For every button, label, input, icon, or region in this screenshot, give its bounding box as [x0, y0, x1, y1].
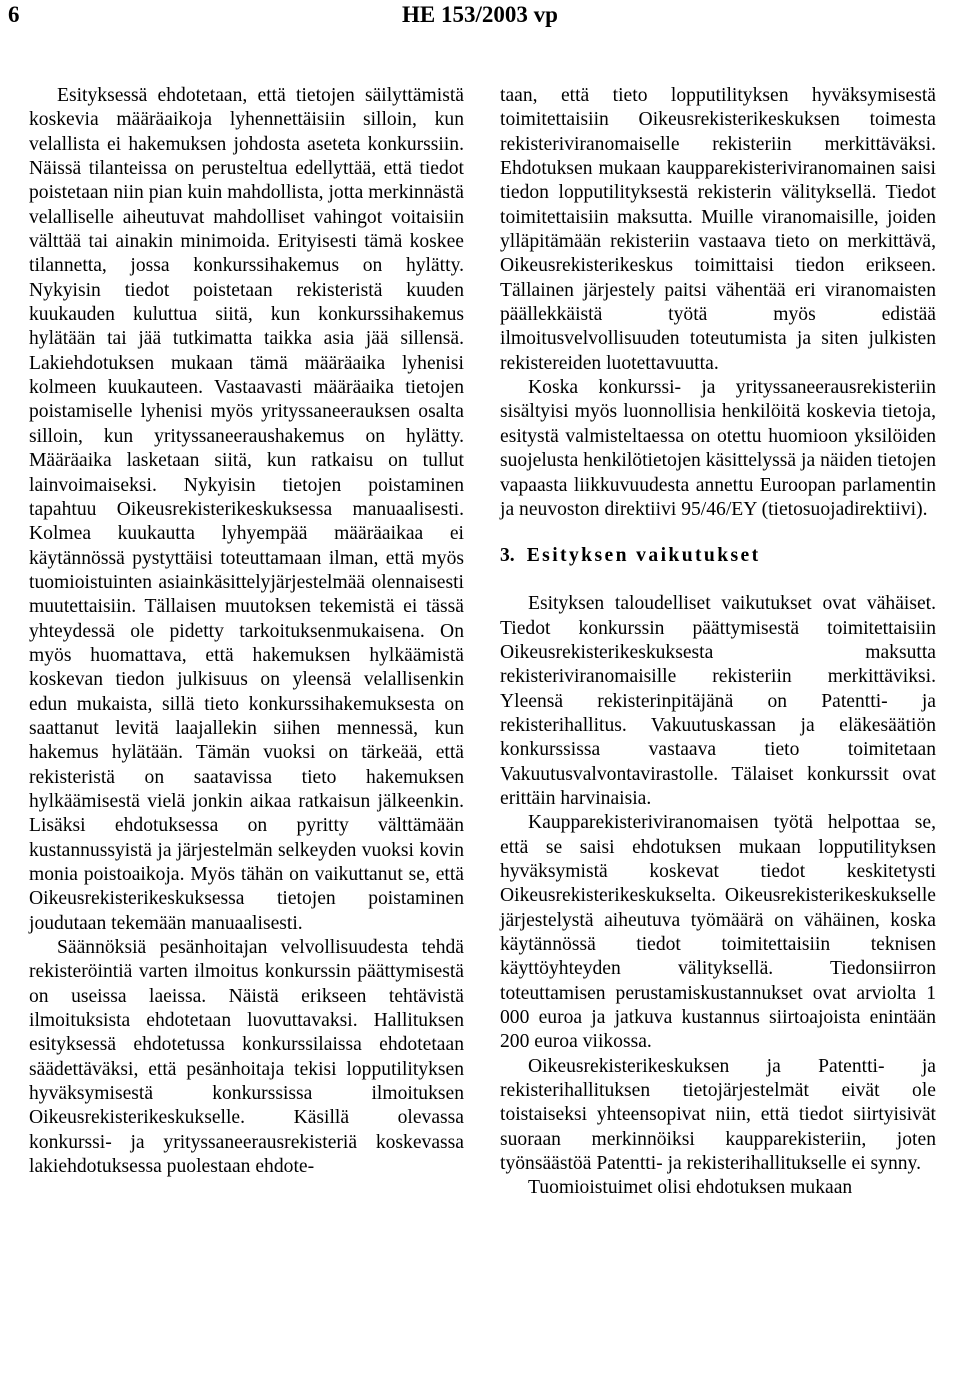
right-column	[500, 84, 936, 1201]
paragraph: Oikeusrekisterikeskuksen ja Patentti- ja rekisterihallituksen tietojärjestelmät eivät ole toistaiseksi yhteensopivat niin, että tiedot siirtyisivät suoraan merkinnöiksi kaupparekisteriin, joten työnsäästöä Patentti- ja rekisterihallitukselle ei synny.	[500, 1055, 936, 1175]
section-number: 3.	[500, 545, 515, 567]
paragraph: Esityksessä ehdotetaan, että tietojen säilyttämistä koskevia määräaikoja lyhennettäisiin silloin, kun velallista ei hakemuksen johdosta aseteta konkurssiin. Näissä tilanteissa on perusteltua edellyttää, että tiedot poistetaan niin pian kuin mahdollista, jotta merkinnästä velalliselle aiheutuvat mahdolliset vahingot voitaisiin välttää tai ainakin minimoida. Erityisesti tämä koskee tilannetta, jossa konkurssihakemus on hylätty. Nykyisin tiedot poistetaan rekisteristä kuuden kuukauden kuluttua siitä, kun konkurssihakemus hylätään tai jää tutkimatta taikka asia jää sillensä. Lakiehdotuksen mukaan tämä määräaika lyhenisi kolmeen kuukauteen. Vastaavasti määräaika tietojen poistamiselle lyhenisi myös yrityssaneerauksen osalta silloin, kun yrityssaneeraushakemus on hylätty. Määräaika lasketaan siitä, kun ratkaisu on tullut lainvoimaiseksi. Nykyisin tietojen poistaminen tapahtuu Oikeusrekisterikeskuksessa manuaalisesti. Kolmea kuukautta lyhyempää määräaikaa ei käytännössä pystyttäisi toteuttamaan ilman, että myös tuomioistuinten asiainkäsittelyjärjestelmää olennaisesti muutettaisiin. Tällaisen muutoksen tekemistä ei tässä yhteydessä ole pidetty tarkoituksenmukaisena. On myös huomattava, että hakemuksen hylkäämistä koskevan tiedon julkisuus on yleensä velallisenkin edun mukaista, sillä tieto konkurssihakemuksesta on saattanut levitä laajallekin siihen mennessä, kun hakemus hylätään. Tämän vuoksi on tärkeää, että rekisteristä on saatavissa tieto hakemuksen hylkäämisestä vielä jonkin aikaa ratkaisun jälkeenkin. Lisäksi ehdotuksessa on pyritty välttämään kustannussyistä ja järjestelmän selkeyden vuoksi kovin monia poistoaikoja. Myös tähän on vaikuttanut se, että Oikeusrekisterikeskuksessa tietojen poistaminen joudutaan tekemään manuaalisesti.	[29, 85, 464, 934]
paragraph: Tuomioistuimet olisi ehdotuksen mukaan	[528, 1177, 853, 1199]
page-header	[0, 0, 960, 32]
paragraph: taan, että tieto lopputilityksen hyväksymisestä toimitettaisiin Oikeusrekisterikeskuksen toimesta rekisteriviranomaiselle rekisteriin merkittäväksi. Ehdotuksen mukaan kaupparekisteriviranomainen saisi tiedon lopputilityksestä rekisterin välityksellä. Tiedot toimitettaisiin maksutta. Muille viranomaisille, joiden ylläpitämään rekisteriin vastaava tieto on merkittävä, Oikeusrekisterikeskus toimittaisi tiedon erikseen. Tällainen järjestely paitsi vähentää eri viranomaisten päällekkäistä työtä myös edistää ilmoitusvelvollisuuden toteutumista ja siten julkisten rekistereiden luotettavuutta.	[500, 85, 936, 374]
document-id: HE 153/2003 vp	[402, 2, 558, 27]
paragraph: Koska konkurssi- ja yrityssaneerausrekisteriin sisältyisi myös luonnollisia henkilöitä koskevia tietoja, esitystä valmisteltaessa on otettu huomioon yksilöiden suojelusta henkilötietojen käsittelyssä ja näiden tietojen vapaasta liikkuvuudesta annettu Euroopan parlamentin ja neuvoston direktiivi 95/46/EY (tietosuojadirektiivi).	[500, 377, 936, 520]
paragraph: Kaupparekisteriviranomaisen työtä helpottaa se, että se saisi ehdotuksen mukaan lopputilityksen hyväksymistä koskevat tiedot keskitetysti Oikeusrekisterikeskukselta. Oikeusrekisterikeskukselle järjestelystä aiheutuva työmäärä on vähäinen, koska käytännössä tiedot toimitettaisiin teknisen käyttöyhteyden välityksellä. Tiedonsiirron toteuttamisen perustamiskustannukset ovat arviolta 1 000 euroa ja jatkuva kustannus siirtoajoista enintään 200 euroa viikossa.	[500, 812, 936, 1053]
page-number: 6	[8, 2, 20, 27]
section-title: Esityksen vaikutukset	[526, 545, 761, 567]
section-heading	[500, 544, 936, 568]
paragraph: Esityksen taloudelliset vaikutukset ovat vähäiset. Tiedot konkurssin päättymisestä toimitettaisiin Oikeusrekisterikeskuksesta maksutta rekisteriviranomaisille rekisteriin merkittäviksi. Yleensä rekisterinpitäjänä on Patentti- ja rekisterihallitus. Vakuutuskassan ja eläkesäätiön konkurssissa vastaava tieto toimitetaan Vakuutusvalvontavirastolle. Tälaiset konkurssit ovat erittäin harvinaisia.	[500, 593, 936, 809]
paragraph: Säännöksiä pesänhoitajan velvollisuudesta tehdä rekisteröintiä varten ilmoitus konkurssin päättymisestä on useissa laeissa. Näistä erikseen tehtävistä ilmoituksista ehdotetaan luovuttavaksi. Hallituksen esityksessä ehdotetussa konkurssilaissa ehdotetaan säädettäväksi, että pesänhoitaja tekisi lopputilityksen hyväksymisestä konkurssissa ilmoituksen Oikeusrekisterikeskukselle. Käsillä olevassa konkurssi- ja yrityssaneerausrekisteriä koskevassa lakiehdotuksessa puolestaan ehdote-	[29, 937, 464, 1178]
left-column	[29, 84, 464, 1179]
